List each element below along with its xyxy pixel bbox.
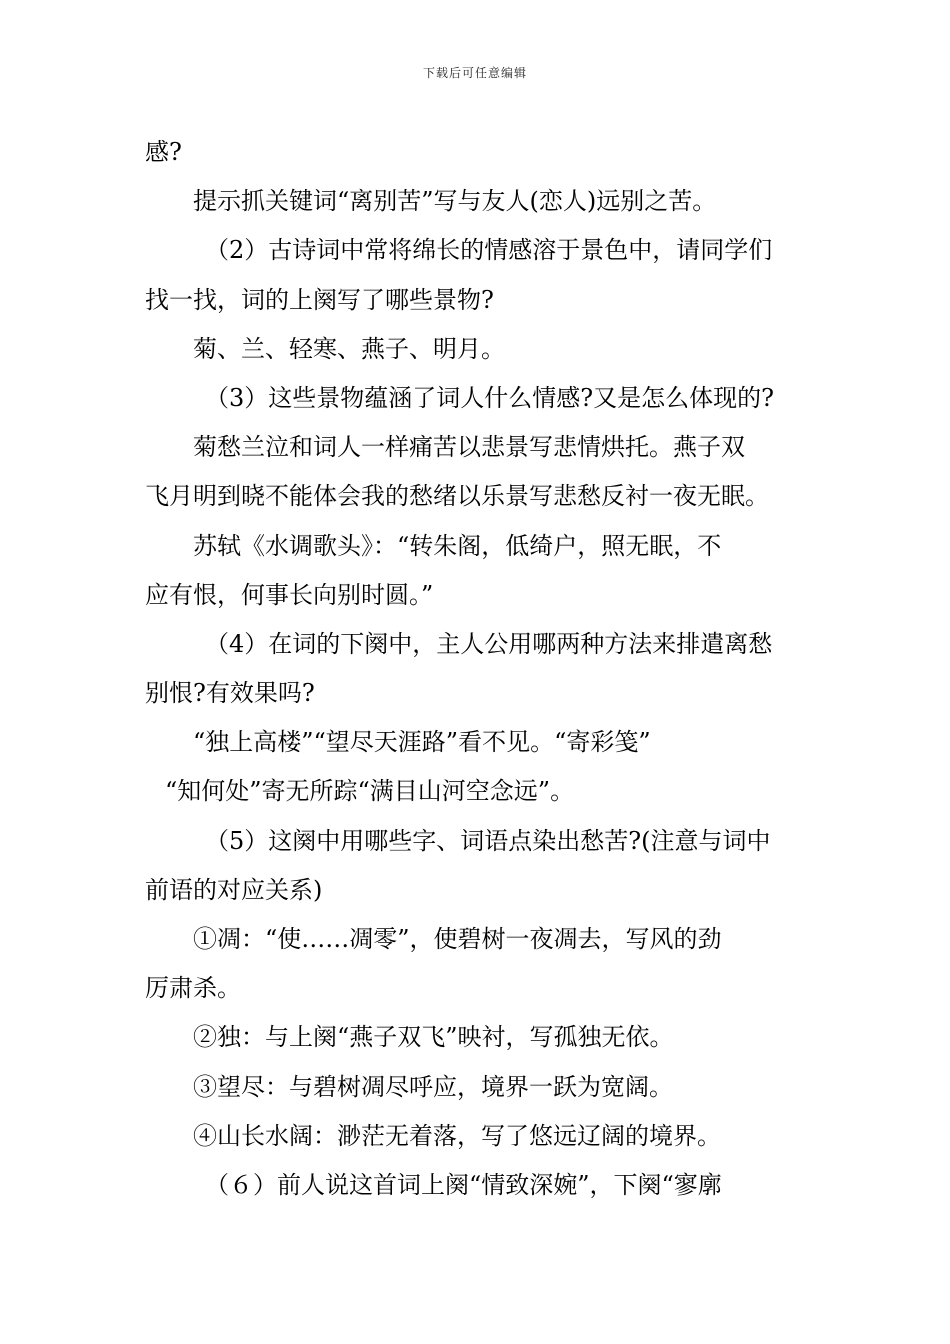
page-header: 下载后可任意编辑 — [422, 66, 527, 80]
text-line: 菊、兰、轻寒、燕子、明月。 — [193, 334, 505, 363]
text-line: 提示抓关键词“离别苦”写与友人(恋人)远别之苦。 — [193, 187, 717, 216]
text-line: （4）在词的下阕中，主人公用哪两种方法来排遣离愁 — [205, 629, 773, 658]
text-line: “独上高楼”“望尽天涯路”看不见。“寄彩笺” — [193, 728, 651, 757]
text-line: 找一找，词的上阕写了哪些景物? — [145, 285, 494, 314]
text-line: “知何处”寄无所踪“满目山河空念远”。 — [165, 777, 575, 806]
text-line: （3）这些景物蕴涵了词人什么情感?又是怎么体现的? — [205, 383, 775, 412]
text-line: ③望尽：与碧树凋尽呼应，境界一跃为宽阔。 — [193, 1072, 673, 1101]
text-line: 前语的对应关系) — [145, 875, 323, 904]
text-line: 感? — [145, 138, 182, 166]
text-line: 厉肃杀。 — [145, 974, 241, 1003]
document-body — [145, 128, 810, 1210]
text-line: ②独：与上阕“燕子双飞”映衬，写孤独无依。 — [193, 1023, 674, 1052]
text-line: （5）这阕中用哪些字、词语点染出愁苦?(注意与词中 — [205, 826, 771, 855]
text-line: 菊愁兰泣和词人一样痛苦以悲景写悲情烘托。燕子双 — [193, 433, 745, 462]
text-line: 别恨?有效果吗? — [145, 679, 315, 708]
text-line: （2）古诗词中常将绵长的情感溶于景色中，请同学们 — [205, 236, 773, 265]
text-line: （６）前人说这首词上阕“情致深婉”，下阕“寥廓 — [205, 1170, 722, 1199]
text-line: 应有恨，何事长向别时圆。” — [145, 580, 434, 609]
text-line: ④山长水阔：渺茫无着落，写了悠远辽阔的境界。 — [193, 1121, 721, 1150]
text-line: 飞月明到晓不能体会我的愁绪以乐景写悲愁反衬一夜无眠。 — [145, 482, 769, 511]
text-line: 苏轼《水调歌头》：“转朱阁，低绮户，照无眠，不 — [193, 531, 722, 560]
text-line: ①凋：“使……凋零”，使碧树一夜凋去，写风的劲 — [193, 925, 722, 953]
